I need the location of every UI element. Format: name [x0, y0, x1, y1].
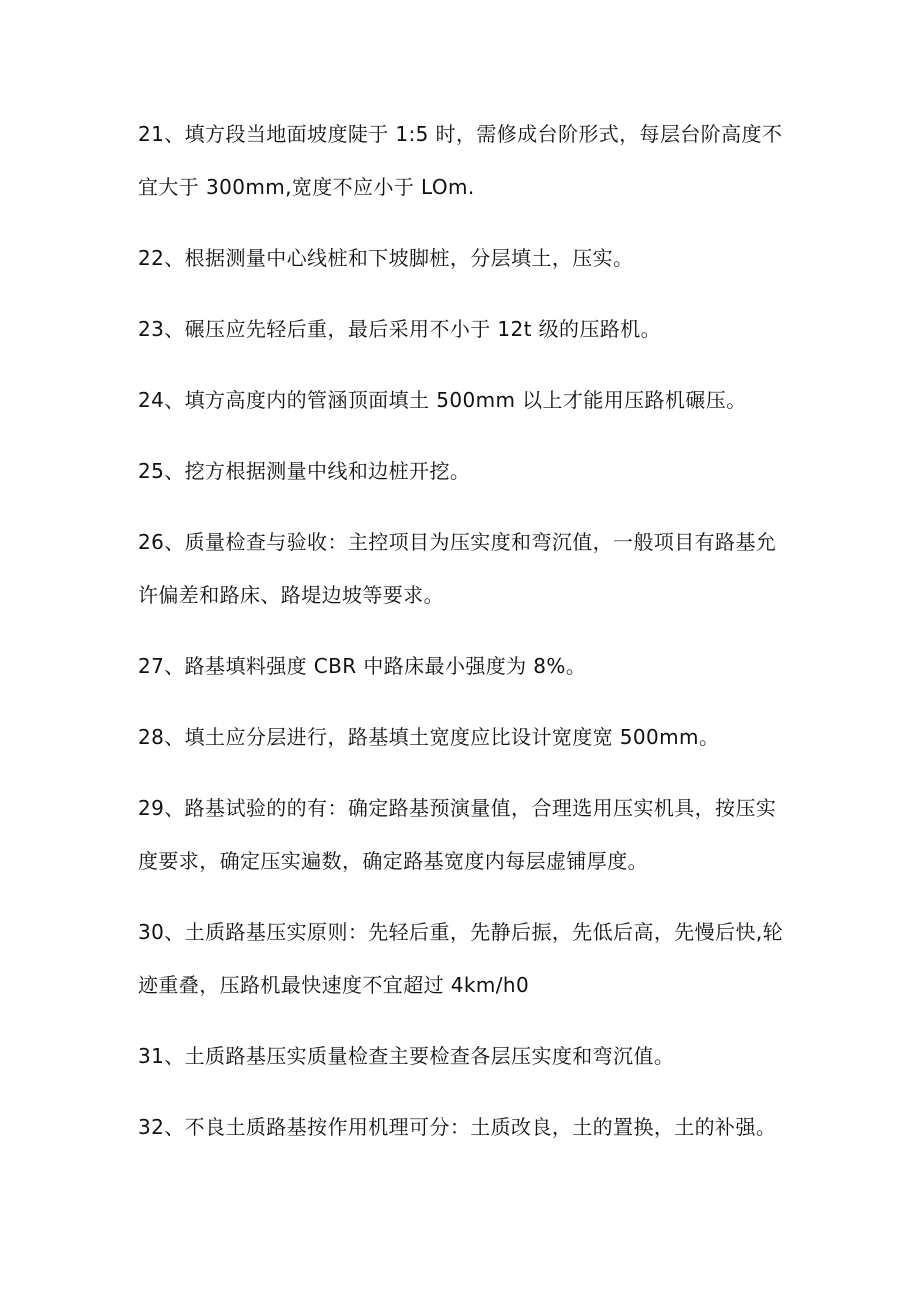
list-item: 31、土质路基压实质量检查主要检查各层压实度和弯沉值。 [138, 1044, 675, 1068]
list-item: 22、根据测量中心线桩和下坡脚桩，分层填土，压实。 [138, 246, 634, 270]
list-item: 25、挖方根据测量中线和边桩开挖。 [138, 459, 471, 483]
list-item: 29、路基试验的的有：确定路基预演量值，合理选用压实机具，按压实度要求，确定压实遍数，确定路基宽度内每层虚铺厚度。 [138, 796, 777, 873]
list-item: 28、填土应分层进行，路基填土宽度应比设计宽度宽 500mm。 [138, 725, 720, 749]
list-item: 26、质量检查与验收：主控项目为压实度和弯沉值，一般项目有路基允许偏差和路床、路堤边坡等要求。 [138, 530, 777, 607]
document-body [138, 108, 788, 1154]
list-item: 24、填方高度内的管涵顶面填土 500mm 以上才能用压路机碾压。 [138, 388, 747, 412]
list-item: 23、碾压应先轻后重，最后采用不小于 12t 级的压路机。 [138, 317, 662, 341]
list-item: 27、路基填料强度 CBR 中路床最小强度为 8%。 [138, 654, 587, 678]
list-item: 30、土质路基压实原则：先轻后重，先静后振，先低后高，先慢后快,轮迹重叠，压路机最快速度不宜超过 4km/h0 [138, 920, 784, 997]
list-item: 21、填方段当地面坡度陡于 1:5 时，需修成台阶形式，每层台阶高度不宜大于 300mm,宽度不应小于 LOm. [138, 122, 783, 199]
list-item: 32、不良土质路基按作用机理可分：土质改良，土的置换，土的补强。 [138, 1115, 777, 1139]
